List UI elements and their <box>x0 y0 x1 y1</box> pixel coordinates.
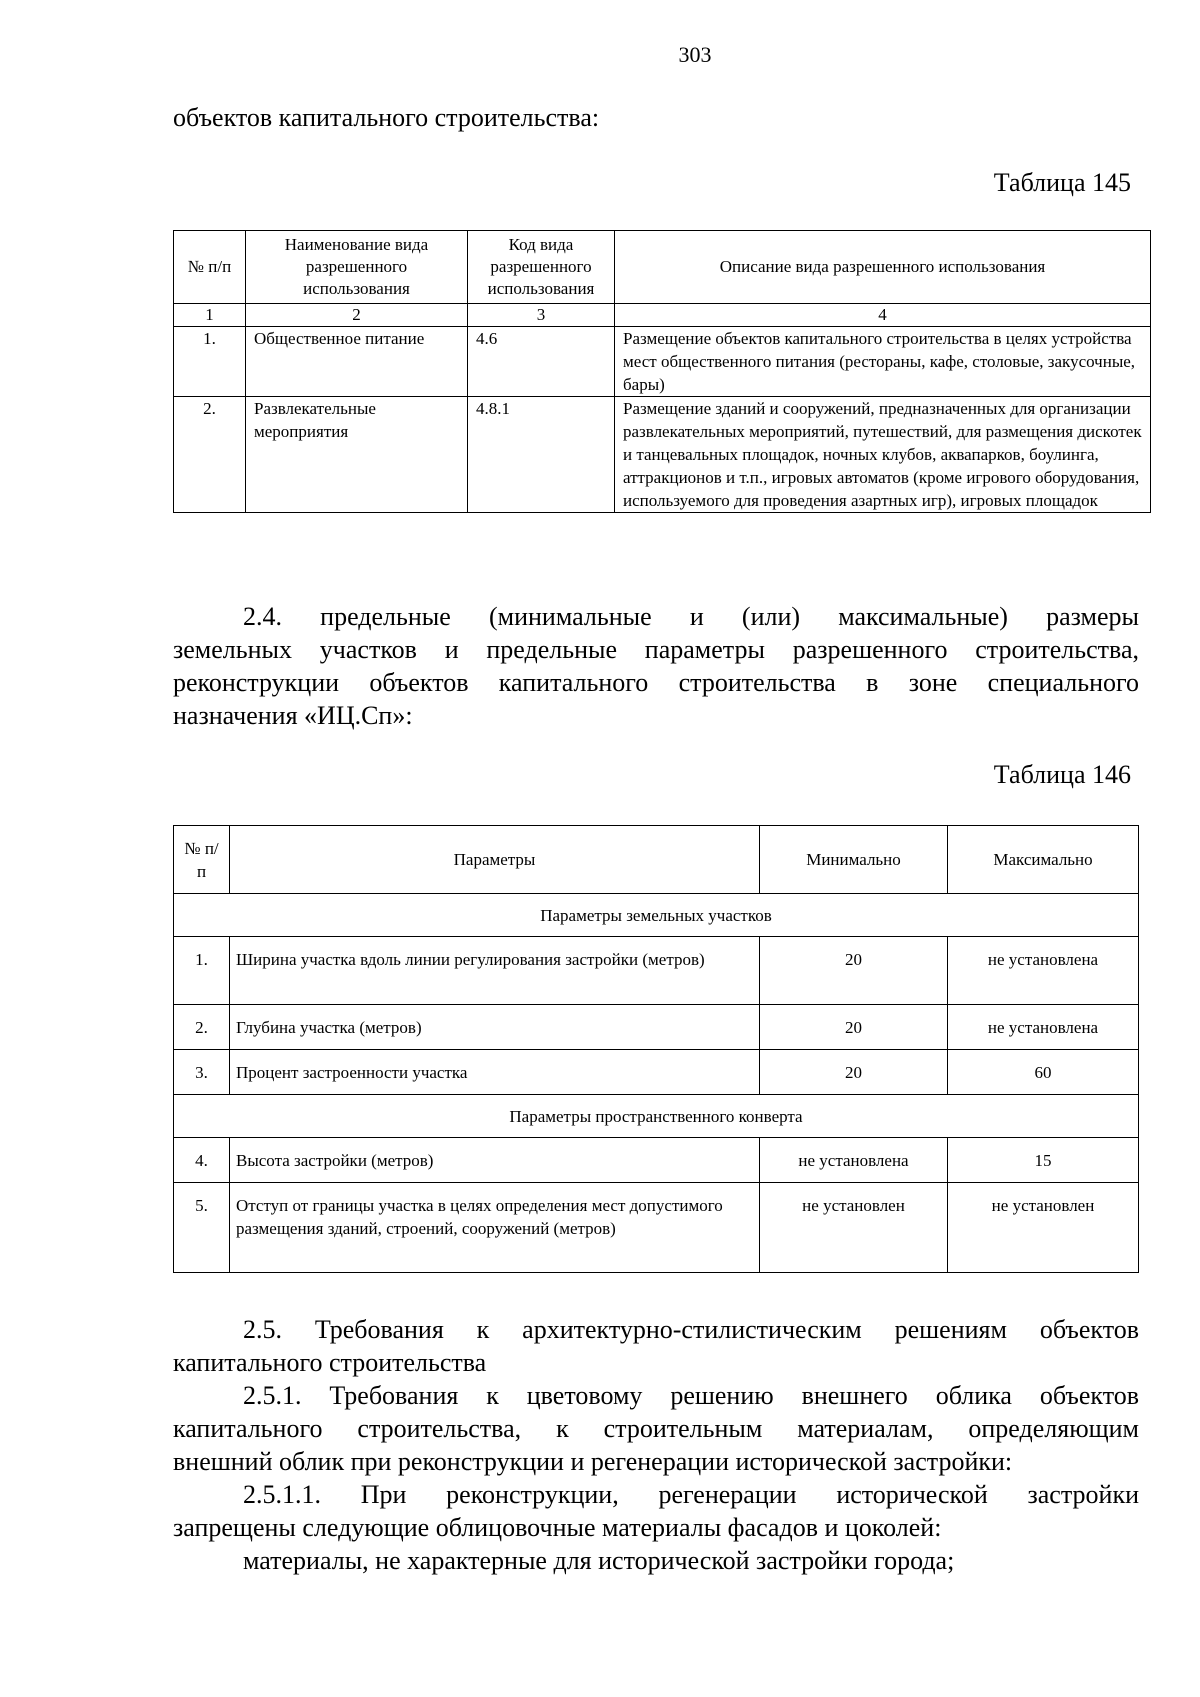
section-row <box>174 1095 1139 1138</box>
use-description: Размещение объектов капитального строительства в целях устройства мест общественного питания (рестораны, кафе, столовые, закусочные, бары) <box>615 327 1151 397</box>
column-number-row <box>174 304 1151 327</box>
table-row <box>174 327 1151 397</box>
param-max: 15 <box>948 1138 1139 1183</box>
materials-item: материалы, не характерные для исторической застройки города; <box>243 1546 955 1575</box>
column-number: 4 <box>615 304 1151 327</box>
row-number: 2. <box>174 1005 230 1050</box>
param-min: 20 <box>760 1050 948 1095</box>
table-header-row <box>174 826 1139 894</box>
table-row <box>174 1138 1139 1183</box>
page-number: 303 <box>678 42 712 67</box>
table-row <box>174 1050 1139 1095</box>
header-cell-desc: Описание вида разрешенного использования <box>615 231 1151 304</box>
param-min: не установлена <box>760 1138 948 1183</box>
row-number: 3. <box>174 1050 230 1095</box>
column-number: 3 <box>468 304 615 327</box>
section-2-4-line: земельных участков и предельные параметры разрешенного строительства, <box>173 635 1139 664</box>
row-number: 5. <box>174 1183 230 1273</box>
section-row <box>174 894 1139 937</box>
section-2-4-line: реконструкции объектов капитального строительства в зоне специального <box>173 668 1139 697</box>
header-cell-min: Минимально <box>760 826 948 894</box>
section-2-4-line: 2.4. предельные (минимальные и (или) максимальные) размеры <box>243 602 1139 631</box>
use-code: 4.8.1 <box>468 397 615 513</box>
section-title-land: Параметры земельных участков <box>174 894 1139 937</box>
table-146 <box>173 825 1139 1273</box>
table-row <box>174 937 1139 1005</box>
section-2-5-1-1-line: 2.5.1.1. При реконструкции, регенерации исторической застройки <box>243 1480 1139 1509</box>
param-min: 20 <box>760 1005 948 1050</box>
param-name: Отступ от границы участка в целях определения мест допустимого размещения зданий, строений, сооружений (метров) <box>230 1183 760 1273</box>
section-2-5-line: 2.5. Требования к архитектурно-стилистическим решениям объектов <box>243 1315 1139 1344</box>
section-2-5 <box>173 1313 1139 1577</box>
param-name: Глубина участка (метров) <box>230 1005 760 1050</box>
row-number: 1. <box>174 327 246 397</box>
header-cell-code: Код вида разрешенного использования <box>468 231 615 304</box>
header-cell-name: Наименование вида разрешенного использования <box>246 231 468 304</box>
section-2-5-1-line: капитального строительства, к строительным материалам, определяющим <box>173 1414 1139 1443</box>
header-cell-no: № п/п <box>174 231 246 304</box>
section-title-envelope: Параметры пространственного конверта <box>174 1095 1139 1138</box>
section-2-5-1-line: 2.5.1. Требования к цветовому решению внешнего облика объектов <box>243 1381 1139 1410</box>
use-code: 4.6 <box>468 327 615 397</box>
table-row <box>174 397 1151 513</box>
param-name: Процент застроенности участка <box>230 1050 760 1095</box>
param-max: не установлена <box>948 937 1139 1005</box>
section-2-5-1-1-line: запрещены следующие облицовочные материалы фасадов и цоколей: <box>173 1513 942 1542</box>
table-row <box>174 1183 1139 1273</box>
use-description: Размещение зданий и сооружений, предназначенных для организации развлекательных мероприятий, путешествий, для размещения дискотек и танцевальных площадок, ночных клубов, аквапарков, боулинга, аттракционов и т.п., игровых автоматов (кроме игрового оборудования, используемого для проведения азартных игр), игровых площадок <box>615 397 1151 513</box>
section-2-5-1-line: внешний облик при реконструкции и регенерации исторической застройки: <box>173 1447 1013 1476</box>
table-header-row <box>174 231 1151 304</box>
row-number: 4. <box>174 1138 230 1183</box>
column-number: 1 <box>174 304 246 327</box>
param-min: 20 <box>760 937 948 1005</box>
param-name: Высота застройки (метров) <box>230 1138 760 1183</box>
row-number: 1. <box>174 937 230 1005</box>
table-145 <box>173 230 1151 513</box>
row-number: 2. <box>174 397 246 513</box>
column-number: 2 <box>246 304 468 327</box>
header-cell-no: № п/п <box>174 826 230 894</box>
param-max: 60 <box>948 1050 1139 1095</box>
param-name: Ширина участка вдоль линии регулирования застройки (метров) <box>230 937 760 1005</box>
param-max: не установлен <box>948 1183 1139 1273</box>
table-145-caption: Таблица 145 <box>993 168 1131 197</box>
use-name: Развлекательные мероприятия <box>246 397 468 513</box>
table-146-caption: Таблица 146 <box>993 760 1131 789</box>
section-2-4-line: назначения «ИЦ.Сп»: <box>173 701 413 730</box>
param-min: не установлен <box>760 1183 948 1273</box>
intro-text: объектов капитального строительства: <box>173 103 600 132</box>
use-name: Общественное питание <box>246 327 468 397</box>
param-max: не установлена <box>948 1005 1139 1050</box>
section-2-5-line: капитального строительства <box>173 1348 487 1377</box>
header-cell-param: Параметры <box>230 826 760 894</box>
section-2-4 <box>173 600 1139 732</box>
table-row <box>174 1005 1139 1050</box>
header-cell-max: Максимально <box>948 826 1139 894</box>
